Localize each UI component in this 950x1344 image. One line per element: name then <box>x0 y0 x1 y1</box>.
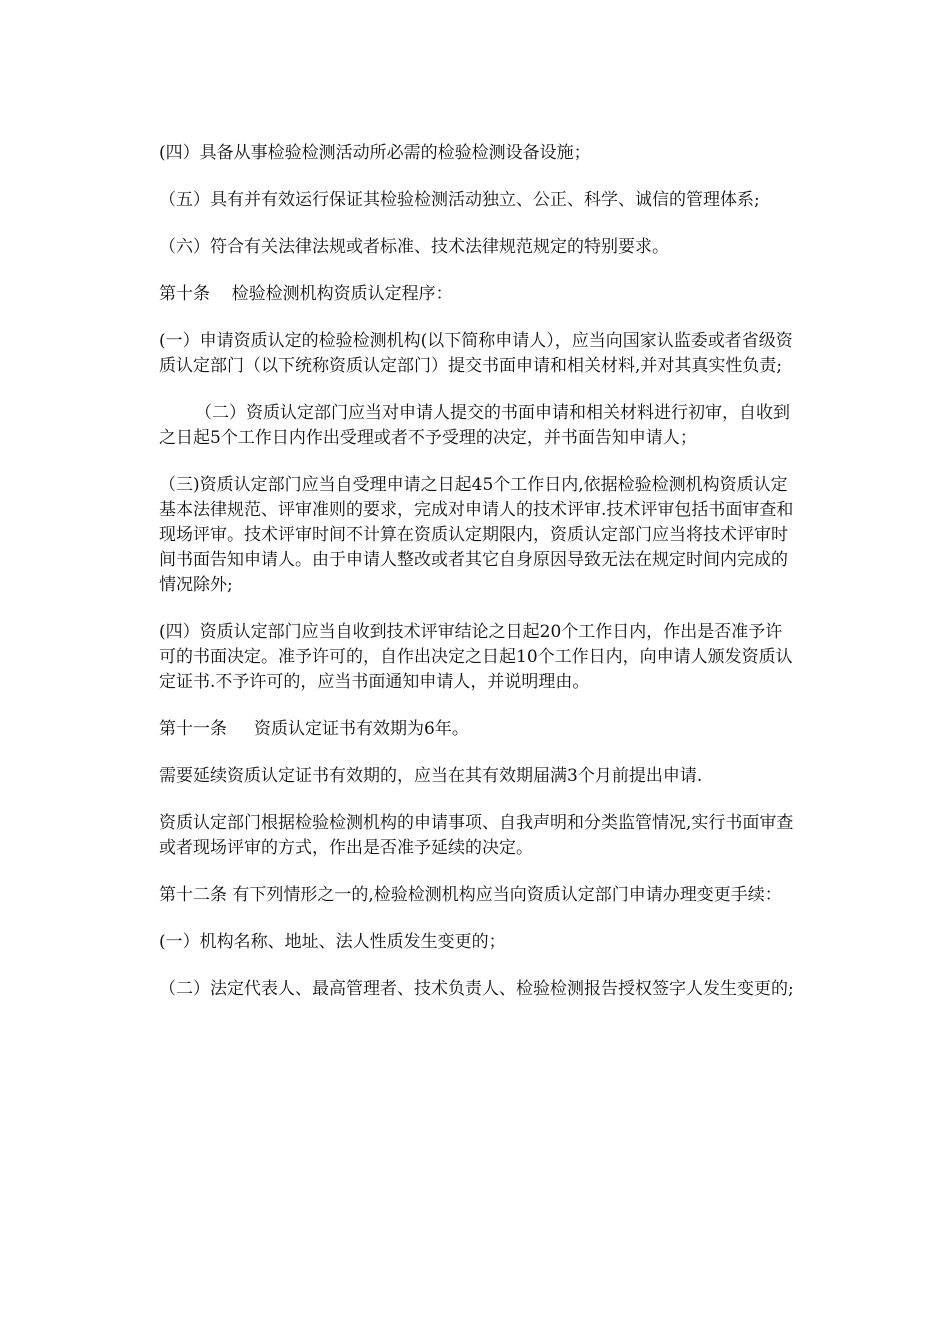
clause-six-special-requirements: （六）符合有关法律法规或者标准、技术法律规范规定的特别要求。 <box>159 237 669 257</box>
article-ten-heading: 第十条 检验检测机构资质认定程序： <box>159 284 453 304</box>
procedure-step-three: （三)资质认定部门应当自受理申请之日起45个工作日内,依据检验检测机构资质认定基本法律规范、评审准则的要求，完成对申请人的技术评审.技术评审包括书面审查和现场评审。技术评审时间不计算在资质认定期限内，资质认定部门应当将技术评审时间书面告知申请人。由于申请人整改或者其它自身原因导致无法在规定时间内完成的情况除外; <box>159 475 794 595</box>
document-body <box>159 141 795 1024</box>
change-item-two: （二）法定代表人、最高管理者、技术负责人、检验检测报告授权签字人发生变更的; <box>159 979 794 999</box>
procedure-step-four: (四）资质认定部门应当自收到技术评审结论之日起20个工作日内，作出是否准予许可的书面决定。准予许可的，自作出决定之日起10个工作日内，向申请人颁发资质认定证书.不予许可的，应当书面通知申请人，并说明理由。 <box>159 622 793 692</box>
clause-four-equipment: (四）具备从事检验检测活动所必需的检验检测设备设施； <box>159 143 591 163</box>
procedure-step-one: (一）申请资质认定的检验检测机构(以下简称申请人），应当向国家认监委或者省级资质认定部门（以下统称资质认定部门）提交书面申请和相关材料,并对其真实性负责; <box>159 331 793 376</box>
article-eleven-heading: 第十一条 资质认定证书有效期为6年。 <box>159 719 469 739</box>
article-twelve-heading: 第十二条 有下列情形之一的,检验检测机构应当向资质认定部门申请办理变更手续： <box>159 885 782 905</box>
change-item-one: (一）机构名称、地址、法人性质发生变更的； <box>159 932 506 952</box>
renewal-review-text: 资质认定部门根据检验检测机构的申请事项、自我声明和分类监管情况,实行书面审查或者现场评审的方式，作出是否准予延续的决定。 <box>159 813 794 858</box>
renewal-application-text: 需要延续资质认定证书有效期的，应当在其有效期届满3个月前提出申请. <box>159 766 703 786</box>
clause-five-management-system: （五）具有并有效运行保证其检验检测活动独立、公正、科学、诚信的管理体系; <box>159 190 760 210</box>
procedure-step-two: （二）资质认定部门应当对申请人提交的书面申请和相关材料进行初审，自收到之日起5个工作日内作出受理或者不予受理的决定，并书面告知申请人； <box>159 403 790 448</box>
